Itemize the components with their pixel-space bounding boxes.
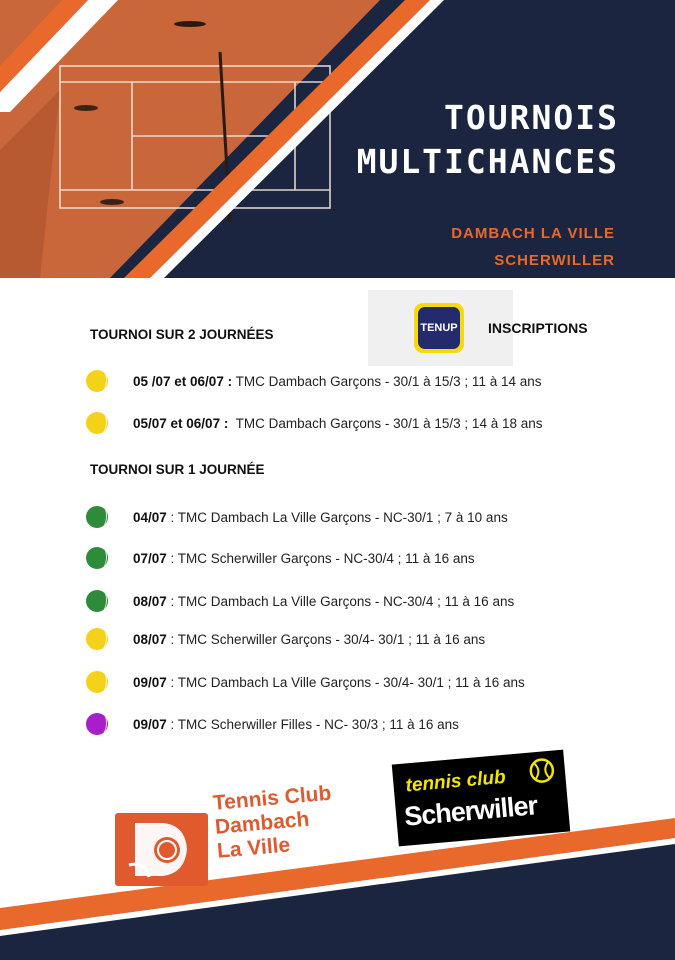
list-item — [86, 670, 525, 694]
green-ball-icon — [86, 547, 108, 569]
logo-text-line-3: La Ville — [216, 833, 292, 863]
header-banner — [0, 0, 675, 278]
item-description: TMC Dambach Garçons - 30/1 à 15/3 ; 11 à 14 ans — [232, 373, 542, 389]
tennis-club-scherwiller-logo — [392, 750, 570, 847]
location-line-1: DAMBACH LA VILLE — [451, 225, 615, 242]
list-item — [86, 411, 543, 435]
location-block — [451, 220, 615, 274]
yellow-ball-icon — [86, 628, 108, 650]
item-date: 04/07 — [133, 509, 167, 525]
item-date: 08/07 — [133, 593, 167, 609]
list-item — [86, 546, 475, 570]
list-item — [86, 627, 485, 651]
logo-text-line-1: Tennis Club — [212, 781, 333, 815]
yellow-ball-icon — [86, 370, 108, 392]
logo-text-line-2: Dambach — [214, 807, 311, 839]
item-date: 09/07 — [133, 674, 167, 690]
tenup-logo-text: TENUP — [418, 307, 460, 349]
item-date: 07/07 — [133, 550, 167, 566]
inscriptions-label: INSCRIPTIONS — [488, 320, 588, 336]
yellow-ball-icon — [86, 412, 108, 434]
item-description: : TMC Dambach La Ville Garçons - NC-30/1 ; 7 à 10 ans — [166, 509, 508, 525]
list-item — [86, 505, 508, 529]
item-description: : TMC Scherwiller Garçons - NC-30/4 ; 11 à 16 ans — [166, 550, 475, 566]
tennis-club-dambach-name — [212, 782, 336, 864]
item-description: : TMC Dambach La Ville Garçons - NC-30/4 ; 11 à 16 ans — [166, 593, 515, 609]
list-item — [86, 369, 542, 393]
item-date: 05 /07 et 06/07 : — [133, 373, 233, 389]
page-title — [357, 96, 619, 184]
list-item — [86, 589, 514, 613]
logo-text-line-2: Scherwiller — [403, 790, 539, 832]
title-line-1: TOURNOIS — [444, 98, 619, 137]
yellow-ball-icon — [86, 671, 108, 693]
item-description: : TMC Scherwiller Filles - NC- 30/3 ; 11 à 16 ans — [166, 716, 459, 732]
section-title-one-day: TOURNOI SUR 1 JOURNÉE — [90, 462, 265, 477]
item-description: : TMC Scherwiller Garçons - 30/4- 30/1 ; 11 à 16 ans — [166, 631, 486, 647]
location-line-2: SCHERWILLER — [494, 252, 615, 269]
list-item — [86, 712, 459, 736]
green-ball-icon — [86, 590, 108, 612]
tenup-app-icon[interactable] — [414, 303, 464, 353]
green-ball-icon — [86, 506, 108, 528]
logo-text-line-1: tennis club — [404, 766, 507, 797]
tennis-racket-icon — [115, 813, 208, 886]
item-description: : TMC Dambach La Ville Garçons - 30/4- 30/1 ; 11 à 16 ans — [166, 674, 525, 690]
purple-ball-icon — [86, 713, 108, 735]
title-line-2: MULTICHANCES — [356, 142, 619, 181]
item-date: 08/07 — [133, 631, 167, 647]
section-title-two-days: TOURNOI SUR 2 JOURNÉES — [90, 327, 274, 342]
item-description: TMC Dambach Garçons - 30/1 à 15/3 ; 14 à 18 ans — [228, 415, 543, 431]
item-date: 05/07 et 06/07 : — [133, 415, 229, 431]
footer-graphic — [0, 740, 675, 960]
tennis-ball-icon — [528, 755, 557, 787]
tennis-club-dambach-logo — [115, 813, 208, 886]
item-date: 09/07 — [133, 716, 167, 732]
